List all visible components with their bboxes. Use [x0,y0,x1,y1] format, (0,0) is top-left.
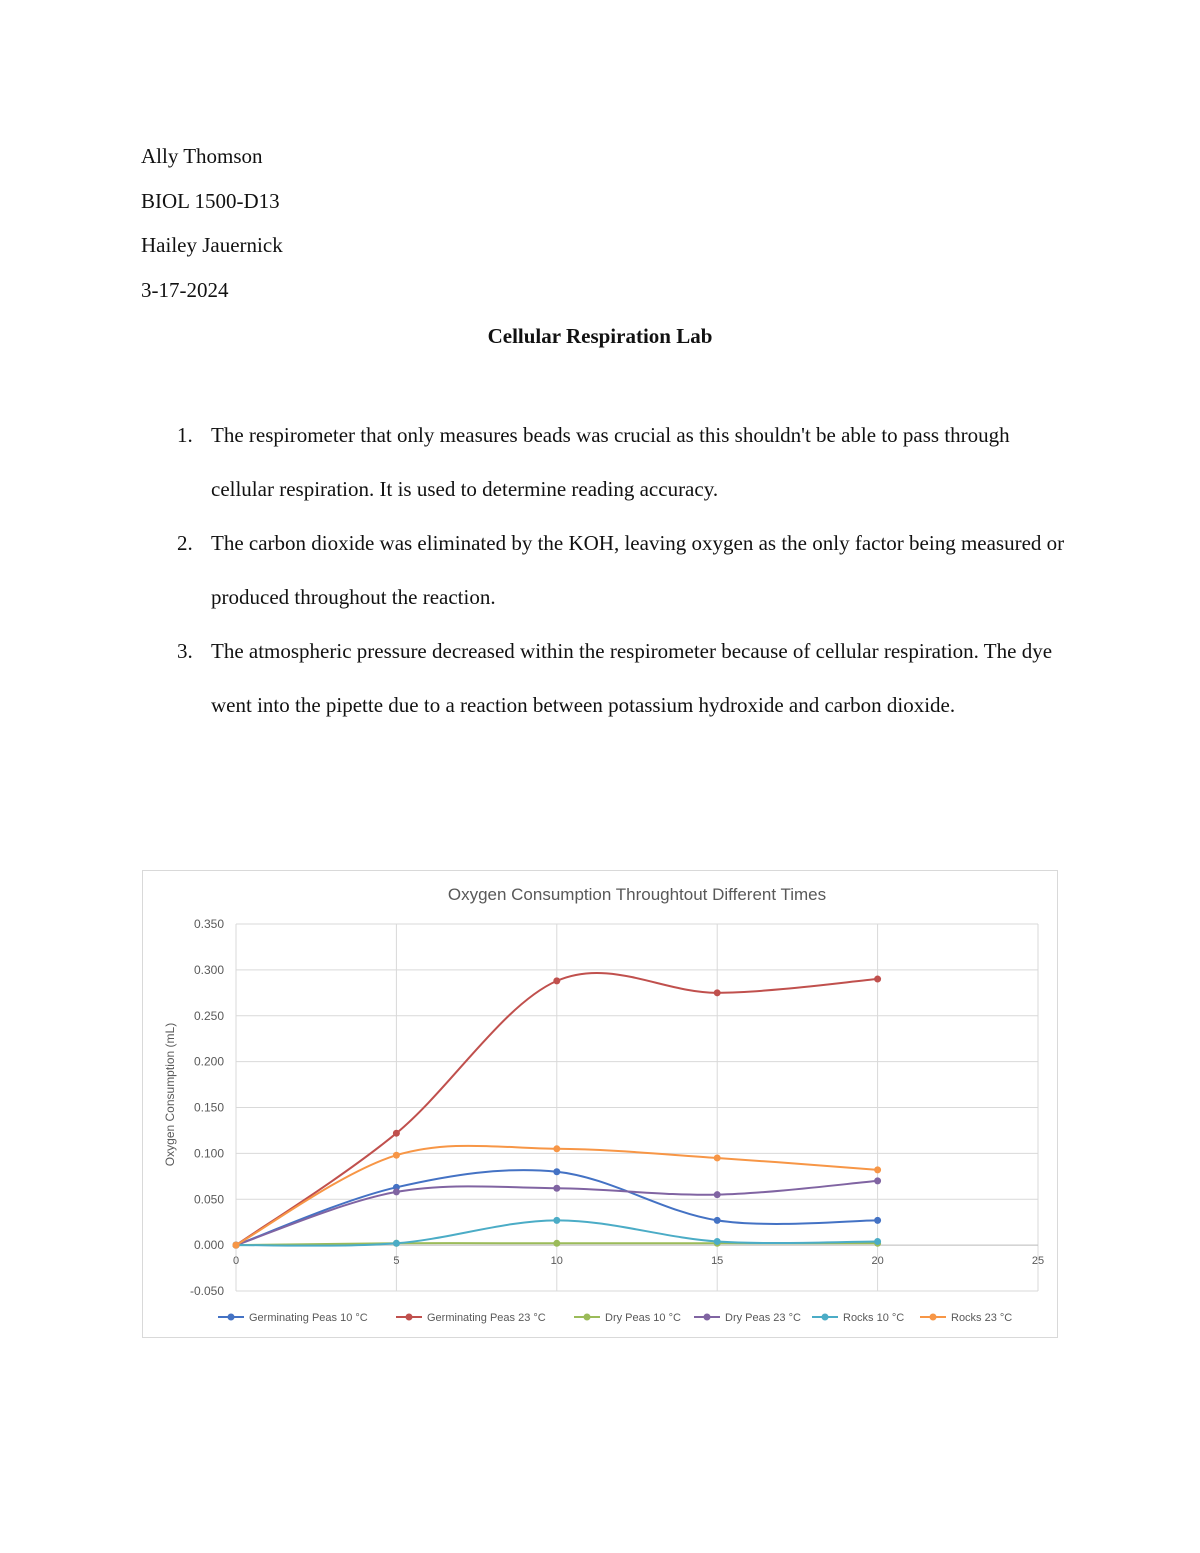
data-point [874,1177,881,1184]
x-tick-label: 20 [871,1255,884,1268]
legend-marker [822,1314,829,1321]
x-tick-label: 15 [711,1255,724,1268]
legend-label: Dry Peas 10 °C [605,1312,681,1324]
data-point [553,1145,560,1152]
x-tick-label: 25 [1031,1255,1045,1268]
y-tick-label: 0.350 [193,917,224,931]
x-tick-label: 0 [232,1255,240,1268]
data-point [393,1240,400,1247]
y-tick-label: 0.000 [193,1238,224,1253]
data-point [553,1185,560,1192]
data-point [714,1217,721,1224]
legend-label: Germinating Peas 10 °C [249,1312,368,1324]
answer-text: The respirometer that only measures beads was crucial as this shouldn't be able to pass through cellular respiration. It is used to determine reading accuracy. [211,423,1010,501]
y-tick-label: -0.050 [189,1284,224,1298]
data-point [393,1152,400,1159]
answer-number: 1. [177,423,193,447]
legend-label: Dry Peas 23 °C [725,1312,801,1324]
legend-marker [406,1314,413,1321]
answer-number: 3. [177,639,193,663]
line-chart [143,871,1057,1337]
course-code: BIOL 1500-D13 [141,189,280,213]
y-tick-label: 0.300 [193,962,224,977]
answer-number: 2. [177,531,193,555]
y-axis-label: Oxygen Consumption (mL) [163,1022,177,1167]
data-point [714,1191,721,1198]
x-tick-label: 10 [550,1255,563,1268]
legend-marker [228,1314,235,1321]
answer-text: The atmospheric pressure decreased within the respirometer because of cellular respiration. The dye went into the pipette due to a reaction between potassium hydroxide and carbon dioxide. [211,639,1053,717]
answer-text: The carbon dioxide was eliminated by the KOH, leaving oxygen as the only factor being measured or produced throughout the reaction. [211,531,1065,609]
document-title: Cellular Respiration Lab [487,324,713,348]
data-point [553,1217,560,1224]
chart-title: Oxygen Consumption Throughtout Different Times [447,885,827,904]
data-point [393,1130,400,1137]
data-point [714,1238,721,1245]
data-point [553,1168,560,1175]
answer-item [141,408,1071,516]
author-name: Ally Thomson [141,144,263,168]
data-point [714,1154,721,1161]
legend-label: Rocks 10 °C [843,1312,905,1324]
legend-marker [704,1314,711,1321]
legend-label: Rocks 23 °C [951,1312,1013,1324]
answer-item [141,516,1071,624]
answer-list [141,408,1071,732]
data-point [553,977,560,984]
data-point [553,1240,560,1247]
data-point [874,1238,881,1245]
data-point [874,1217,881,1224]
legend-label: Germinating Peas 23 °C [427,1312,546,1324]
x-tick-label: 5 [393,1255,400,1268]
document-date: 3-17-2024 [141,278,229,302]
legend-marker [584,1314,591,1321]
data-point [393,1188,400,1195]
y-tick-label: 0.250 [193,1008,224,1023]
data-point [233,1242,240,1249]
chart-container [142,870,1058,1338]
legend-marker [930,1314,937,1321]
y-tick-label: 0.050 [193,1192,224,1207]
y-tick-label: 0.200 [193,1054,224,1069]
answer-item [141,624,1071,732]
data-point [874,976,881,983]
instructor-name: Hailey Jauernick [141,233,283,257]
y-tick-label: 0.150 [193,1100,224,1115]
data-point [874,1166,881,1173]
y-tick-label: 0.100 [193,1146,224,1161]
data-point [714,989,721,996]
